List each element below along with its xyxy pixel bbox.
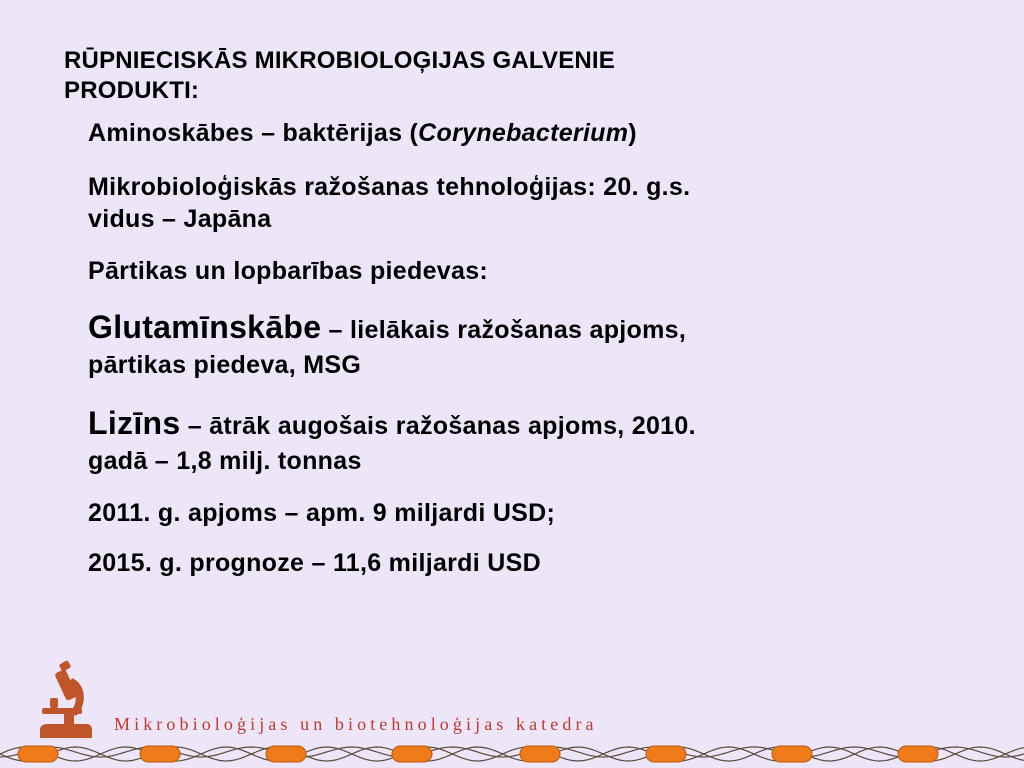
title-line-1: RŪPNIECISKĀS MIKROBIOLOĢIJAS GALVENIE xyxy=(64,47,616,74)
department-name: Mikrobioloģijas un biotehnoloģijas katedra xyxy=(114,714,598,734)
glutamate-name: Glutamīnskābe xyxy=(88,309,322,345)
capsule-bead xyxy=(646,746,686,762)
lysine-name: Lizīns xyxy=(88,405,181,441)
capsule-bead xyxy=(520,746,560,762)
glutamate-line-2: pārtikas piedeva, MSG xyxy=(88,351,362,379)
lysine-rest-1: – ātrāk augošais ražošanas apjoms, 2010. xyxy=(180,412,696,440)
capsule-bead xyxy=(898,746,938,762)
aminoacids-prefix: Aminoskābes – baktērijas ( xyxy=(88,119,419,147)
lysine-line-2: gadā – 1,8 milj. tonnas xyxy=(88,447,362,475)
volume-2011-line: 2011. g. apjoms – apm. 9 miljardi USD; xyxy=(88,499,556,527)
slide-title xyxy=(64,46,964,106)
glutamate-line-1 xyxy=(88,309,968,345)
title-line-2: PRODUKTI: xyxy=(64,77,200,104)
glutamate-rest-1: – lielākais ražošanas apjoms, xyxy=(321,316,687,344)
capsule-bead xyxy=(140,746,180,762)
food-additives-line: Pārtikas un lopbarības piedevas: xyxy=(88,257,489,285)
aminoacids-genus: Corynebacterium xyxy=(418,119,629,147)
dna-chain-decoration xyxy=(0,738,1024,768)
forecast-2015-line: 2015. g. prognoze – 11,6 miljardi USD xyxy=(88,549,541,577)
microscope-icon xyxy=(36,660,94,740)
tech-line-2: vidus – Japāna xyxy=(88,205,272,233)
lysine-line-1 xyxy=(88,405,968,441)
capsule-bead xyxy=(392,746,432,762)
tech-line-1: Mikrobioloģiskās ražošanas tehnoloģijas: 20. g.s. xyxy=(88,173,691,201)
capsule-bead xyxy=(266,746,306,762)
capsule-bead xyxy=(772,746,812,762)
aminoacids-line xyxy=(88,118,968,148)
aminoacids-suffix: ) xyxy=(628,119,637,147)
capsule-bead xyxy=(18,746,58,762)
